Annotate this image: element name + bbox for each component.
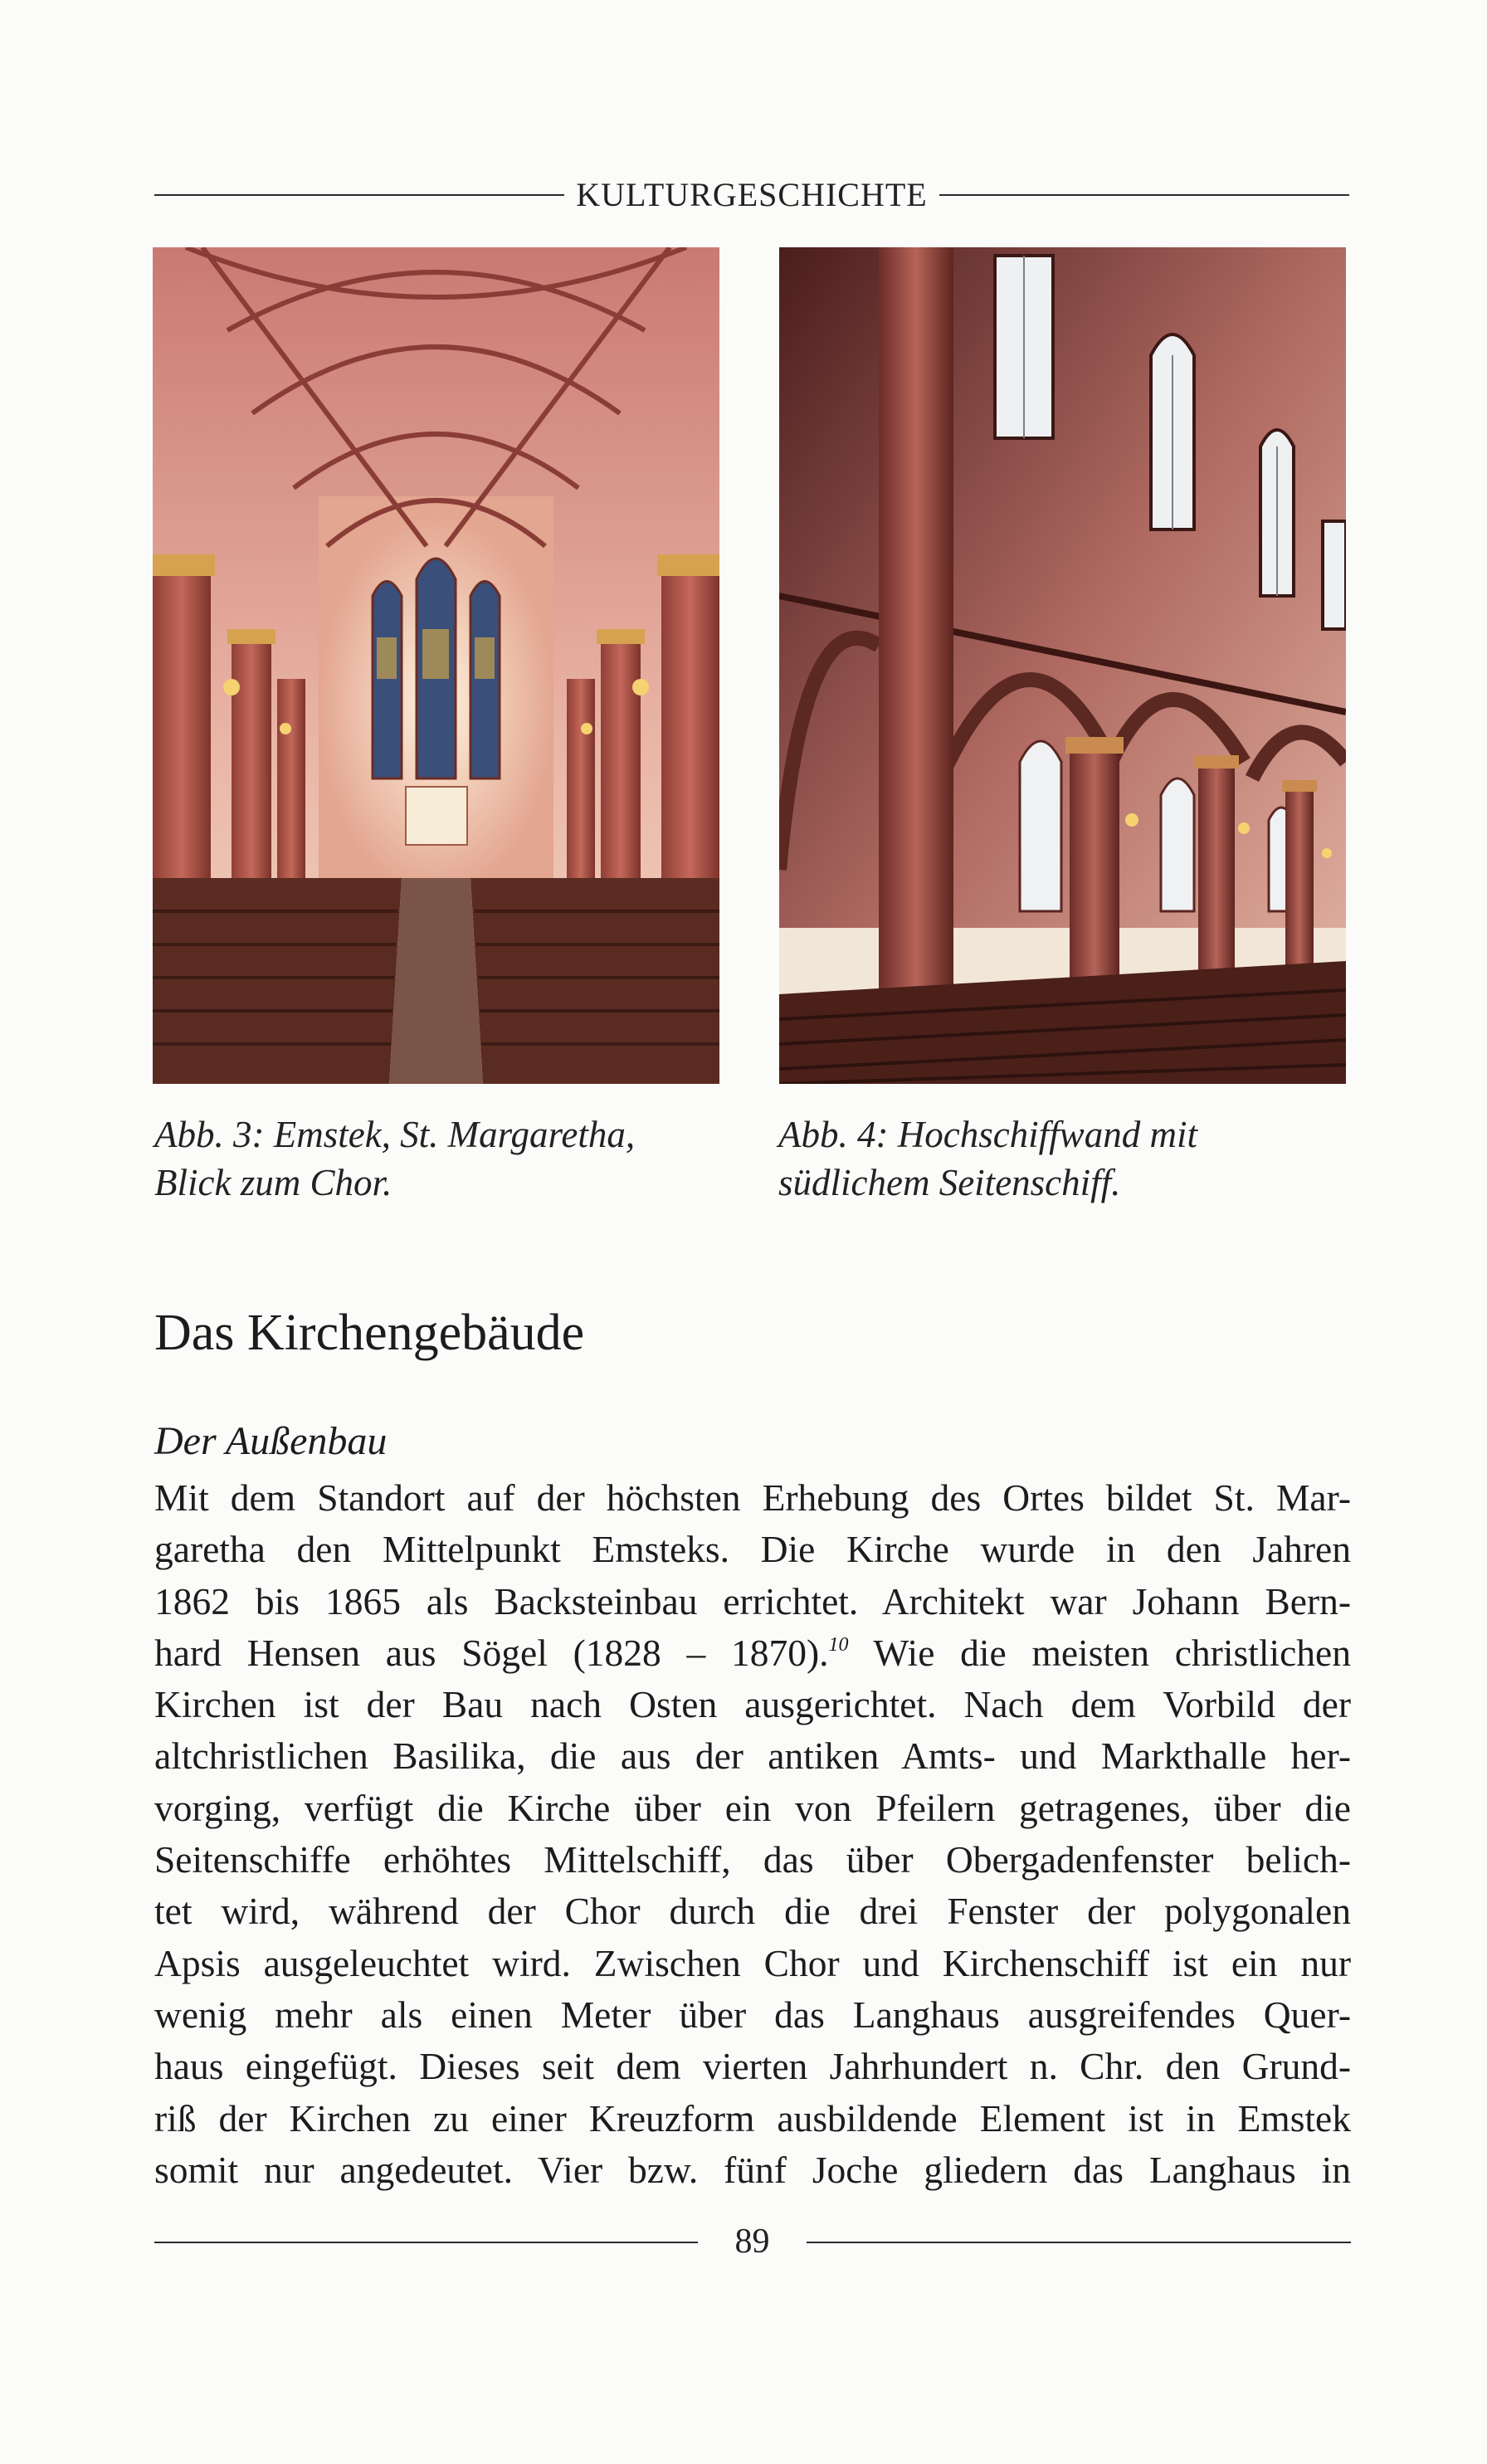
text-line: Kirchen ist der Bau nach Osten ausgerichtet. Nach dem Vorbild der <box>154 1683 1351 1726</box>
text-line: riß der Kirchen zu einer Kreuzform ausbildende Element ist in Emstek <box>154 2096 1351 2140</box>
text-line: garetha den Mittelpunkt Emsteks. Die Kirche wurde in den Jahren <box>154 1528 1351 1571</box>
text-line-part: Wie die meisten christlichen <box>848 1631 1351 1674</box>
text-line-with-footnote <box>154 1627 1351 1679</box>
page-number: 89 <box>734 2222 770 2261</box>
text-line: Seitenschiffe erhöhtes Mittelschiff, das über Obergadenfenster belich- <box>154 1838 1351 1881</box>
clerestory-wall-illustration <box>779 247 1346 1084</box>
figure-4-caption <box>778 1110 1351 1207</box>
caption-line: Abb. 3: Emstek, St. Margaretha, <box>154 1114 636 1155</box>
page-footer <box>154 2221 1351 2262</box>
text-line: Apsis ausgeleuchtet wird. Zwischen Chor und Kirchenschiff ist ein nur <box>154 1941 1351 1984</box>
text-line: Mit dem Standort auf der höchsten Erhebung des Ortes bildet St. Mar- <box>154 1476 1351 1519</box>
text-line: vorging, verfügt die Kirche über ein von Pfeilern getragenes, über die <box>154 1786 1351 1829</box>
caption-line: Blick zum Chor. <box>154 1162 392 1203</box>
running-head-title: KULTURGESCHICHTE <box>576 176 928 213</box>
church-nave-photo <box>153 247 719 1084</box>
subsection-heading: Der Außenbau <box>154 1419 388 1463</box>
text-line-part: hard Hensen aus Sögel (1828 – 1870). <box>154 1631 829 1674</box>
header-rule-right <box>939 194 1349 196</box>
clerestory-wall-photo <box>779 247 1346 1084</box>
running-head <box>154 174 1349 216</box>
text-line: 1862 bis 1865 als Backsteinbau errichtet. Architekt war Johann Bern- <box>154 1579 1351 1622</box>
text-line: wenig mehr als einen Meter über das Langhaus ausgreifendes Quer- <box>154 1993 1351 2036</box>
figure-3-caption <box>154 1110 719 1207</box>
body-text <box>154 1472 1351 2196</box>
text-line: altchristlichen Basilika, die aus der antiken Amts- und Markthalle her- <box>154 1735 1351 1778</box>
footer-rule-right <box>807 2242 1351 2243</box>
text-line: haus eingefügt. Dieses seit dem vierten Jahrhundert n. Chr. den Grund- <box>154 2045 1351 2088</box>
header-rule-left <box>154 194 564 196</box>
footer-rule-left <box>154 2242 698 2243</box>
text-line: somit nur angedeutet. Vier bzw. fünf Joche gliedern das Langhaus in <box>154 2148 1351 2191</box>
caption-line: Abb. 4: Hochschiffwand mit <box>778 1114 1197 1155</box>
section-heading: Das Kirchengebäude <box>154 1305 585 1361</box>
footnote-reference[interactable]: 10 <box>828 1633 849 1656</box>
text-line: tet wird, während der Chor durch die drei Fenster der polygonalen <box>154 1890 1351 1933</box>
church-nave-illustration <box>153 247 719 1084</box>
caption-line: südlichem Seitenschiff. <box>778 1162 1121 1203</box>
